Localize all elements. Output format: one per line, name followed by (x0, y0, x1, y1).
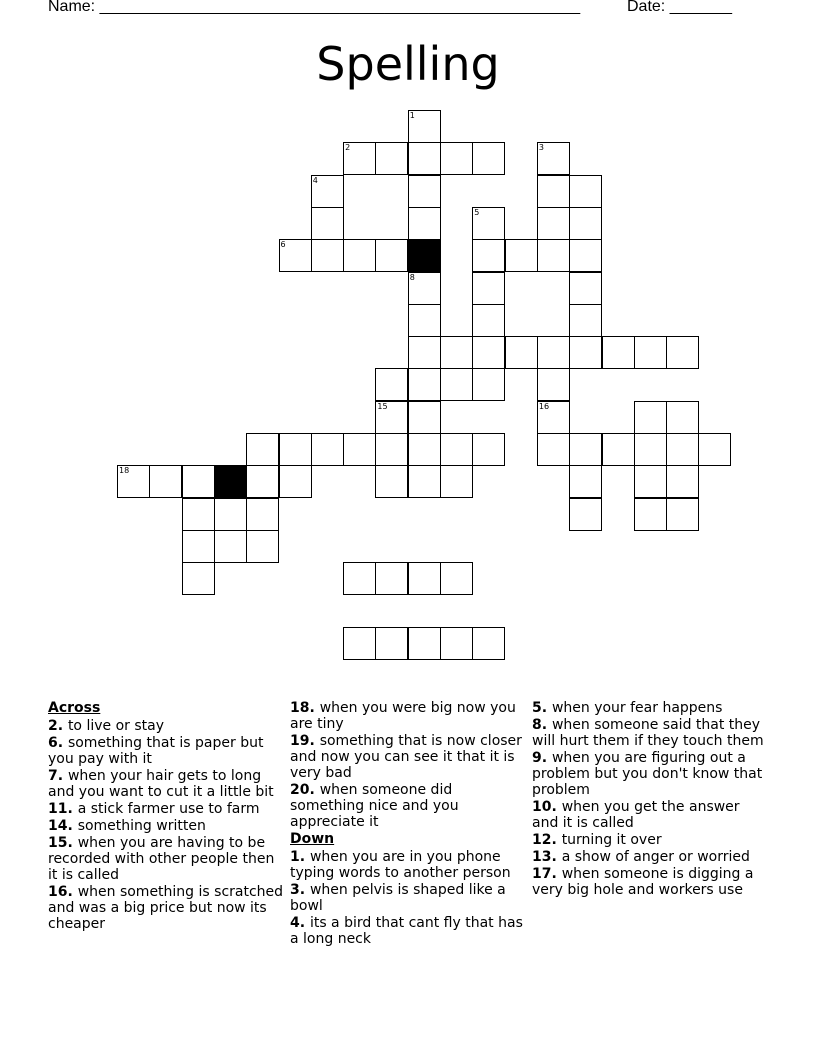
grid-cell[interactable] (537, 207, 570, 240)
clue-item (48, 735, 284, 767)
grid-cell[interactable] (311, 239, 344, 272)
clue-text: when someone is digging a very big hole and workers use (532, 866, 754, 898)
grid-cell[interactable] (634, 433, 667, 466)
clue-item (532, 750, 768, 798)
grid-cell[interactable] (311, 207, 344, 240)
grid-cell[interactable] (279, 239, 312, 272)
clue-item (532, 866, 768, 898)
across-heading: Across (48, 700, 101, 716)
clue-number-label: 20. (290, 782, 320, 798)
clue-text: when someone said that they will hurt them if they touch them (532, 717, 764, 749)
grid-cell[interactable] (343, 142, 376, 175)
grid-cell[interactable] (634, 336, 667, 369)
clue-number: 15 (377, 401, 388, 411)
clue-number-label: 16. (48, 884, 78, 900)
grid-cell[interactable] (537, 175, 570, 208)
grid-cell[interactable] (440, 562, 473, 595)
clue-item (532, 849, 768, 865)
date-field-label[interactable]: Date: _______ (627, 0, 732, 15)
clue-text: when something is scratched and was a big price but now its cheaper (48, 884, 284, 932)
grid-cell[interactable] (214, 530, 247, 563)
grid-cell[interactable] (569, 336, 602, 369)
clue-item (290, 882, 526, 914)
clue-item (532, 832, 768, 848)
grid-cell[interactable] (375, 142, 408, 175)
clue-number-label: 5. (532, 700, 552, 716)
grid-cell[interactable] (408, 175, 441, 208)
clue-number-label: 9. (532, 750, 552, 766)
grid-cell[interactable] (440, 368, 473, 401)
clue-number-label: 13. (532, 849, 562, 865)
clue-item (290, 733, 526, 781)
grid-cell[interactable] (569, 272, 602, 305)
grid-cell[interactable] (375, 239, 408, 272)
grid-cell[interactable] (666, 336, 699, 369)
clue-item (532, 799, 768, 831)
grid-cell[interactable] (182, 465, 215, 498)
grid-cell[interactable] (408, 142, 441, 175)
grid-cell[interactable] (472, 272, 505, 305)
grid-cell[interactable] (246, 530, 279, 563)
grid-cell[interactable] (537, 368, 570, 401)
grid-cell[interactable] (440, 336, 473, 369)
grid-cell[interactable] (408, 465, 441, 498)
grid-cell[interactable] (343, 562, 376, 595)
clue-item (48, 768, 284, 800)
grid-cell[interactable] (472, 433, 505, 466)
grid-cell[interactable] (569, 465, 602, 498)
grid-cell[interactable] (279, 433, 312, 466)
clue-item (290, 849, 526, 881)
grid-cell[interactable] (375, 465, 408, 498)
grid-cell[interactable] (472, 336, 505, 369)
clue-number-label: 14. (48, 818, 78, 834)
grid-cell[interactable] (634, 401, 667, 434)
clue-column-2 (290, 700, 526, 948)
grid-cell[interactable] (182, 562, 215, 595)
grid-cell[interactable] (602, 433, 635, 466)
clue-text: a show of anger or worried (561, 849, 750, 865)
grid-cell[interactable] (472, 142, 505, 175)
clue-item (48, 718, 284, 734)
clue-item (290, 782, 526, 830)
grid-cell[interactable] (246, 465, 279, 498)
clue-number: 4 (312, 175, 318, 185)
grid-cell[interactable] (472, 627, 505, 660)
clue-number-label: 2. (48, 718, 68, 734)
clue-number-label: 3. (290, 882, 310, 898)
grid-cell[interactable] (505, 336, 538, 369)
clue-text: when you get the answer and it is called (532, 799, 740, 831)
clue-column-3 (532, 700, 768, 899)
clue-text: turning it over (561, 832, 662, 848)
grid-cell[interactable] (634, 498, 667, 531)
grid-cell[interactable] (408, 562, 441, 595)
name-field-label[interactable]: Name: ______________________________________________________ (48, 0, 581, 15)
clue-text: to live or stay (67, 718, 164, 734)
grid-cell[interactable] (569, 304, 602, 337)
grid-cell[interactable] (408, 433, 441, 466)
grid-cell[interactable] (537, 433, 570, 466)
clue-number-label: 6. (48, 735, 68, 751)
grid-cell[interactable] (408, 207, 441, 240)
clue-text: when your hair gets to long and you want to cut it a little bit (48, 768, 274, 800)
grid-cell[interactable] (149, 465, 182, 498)
clue-text: something that is now closer and now you can see it that it is very bad (290, 733, 522, 781)
grid-cell[interactable] (182, 498, 215, 531)
grid-cell[interactable] (440, 627, 473, 660)
clue-item (290, 915, 526, 947)
clue-number: 1 (409, 111, 415, 120)
clue-number-label: 11. (48, 801, 78, 817)
grid-cell[interactable] (375, 401, 408, 434)
clue-text: something written (77, 818, 206, 834)
grid-cell[interactable] (311, 433, 344, 466)
clue-number: 5 (474, 207, 480, 217)
clue-number-label: 12. (532, 832, 562, 848)
grid-cell[interactable] (472, 207, 505, 240)
grid-cell[interactable] (440, 465, 473, 498)
grid-cell[interactable] (214, 498, 247, 531)
grid-cell[interactable] (375, 562, 408, 595)
clue-text: when you are having to be recorded with other people then it is called (48, 835, 275, 883)
grid-cell[interactable] (537, 401, 570, 434)
grid-cell[interactable] (311, 175, 344, 208)
clue-item (290, 700, 526, 732)
clue-number-label: 17. (532, 866, 562, 882)
clue-number: 3 (538, 143, 544, 153)
clue-text: when you were big now you are tiny (290, 700, 516, 732)
grid-cell[interactable] (408, 627, 441, 660)
clue-item (532, 700, 768, 716)
grid-cell[interactable] (182, 530, 215, 563)
clue-number: 18 (119, 466, 130, 476)
grid-cell[interactable] (375, 368, 408, 401)
clue-number-label: 10. (532, 799, 562, 815)
grid-cell[interactable] (537, 239, 570, 272)
clue-number-label: 7. (48, 768, 68, 784)
clue-text: something that is paper but you pay with it (48, 735, 264, 767)
grid-cell[interactable] (569, 239, 602, 272)
clue-number-label: 4. (290, 915, 310, 931)
grid-cell[interactable] (375, 627, 408, 660)
grid-cell[interactable] (569, 498, 602, 531)
clue-item (48, 801, 284, 817)
grid-cell[interactable] (472, 368, 505, 401)
clue-number-label: 19. (290, 733, 320, 749)
clue-text: when your fear happens (551, 700, 723, 716)
clue-item (48, 818, 284, 834)
grid-cell[interactable] (634, 465, 667, 498)
grid-cell[interactable] (408, 304, 441, 337)
clue-number: 6 (280, 240, 286, 250)
grid-cell[interactable] (279, 465, 312, 498)
grid-cell[interactable] (440, 142, 473, 175)
black-square (214, 465, 247, 498)
grid-cell[interactable] (666, 498, 699, 531)
clue-number-label: 8. (532, 717, 552, 733)
clue-text: a stick farmer use to farm (77, 801, 260, 817)
grid-cell[interactable] (569, 175, 602, 208)
page-title: Spelling (316, 37, 500, 91)
grid-cell[interactable] (408, 368, 441, 401)
clue-number: 2 (345, 143, 351, 153)
clue-number: 8 (409, 272, 415, 282)
grid-cell[interactable] (343, 433, 376, 466)
grid-cell[interactable] (666, 401, 699, 434)
grid-cell[interactable] (569, 207, 602, 240)
grid-cell[interactable] (666, 433, 699, 466)
grid-cell[interactable] (375, 433, 408, 466)
grid-cell[interactable] (246, 498, 279, 531)
grid-cell[interactable] (505, 239, 538, 272)
grid-cell[interactable] (602, 336, 635, 369)
grid-cell[interactable] (343, 239, 376, 272)
clue-text: when someone did something nice and you appreciate it (290, 782, 459, 830)
grid-cell[interactable] (537, 142, 570, 175)
grid-cell[interactable] (408, 401, 441, 434)
grid-cell[interactable] (246, 433, 279, 466)
clue-number-label: 18. (290, 700, 320, 716)
grid-cell[interactable] (666, 465, 699, 498)
clue-column-1 (48, 700, 284, 933)
clue-text: when you are figuring out a problem but you don't know that problem (532, 750, 763, 798)
black-square (408, 239, 441, 272)
clue-item (532, 717, 768, 749)
grid-cell[interactable] (698, 433, 731, 466)
grid-cell[interactable] (472, 304, 505, 337)
grid-cell[interactable] (408, 272, 441, 305)
clue-text: when pelvis is shaped like a bowl (290, 882, 506, 914)
grid-cell[interactable] (472, 239, 505, 272)
clue-text: when you are in you phone typing words to another person (290, 849, 511, 881)
clue-item (48, 884, 284, 932)
down-heading: Down (290, 831, 335, 847)
grid-cell[interactable] (343, 627, 376, 660)
clue-text: its a bird that cant fly that has a long neck (290, 915, 523, 947)
grid-cell[interactable] (537, 336, 570, 369)
grid-cell[interactable] (408, 336, 441, 369)
grid-cell[interactable] (440, 433, 473, 466)
grid-cell[interactable] (569, 433, 602, 466)
grid-cell[interactable] (117, 465, 150, 498)
clue-item (48, 835, 284, 883)
clue-number-label: 15. (48, 835, 78, 851)
clue-number-label: 1. (290, 849, 310, 865)
clue-number: 16 (538, 401, 550, 411)
grid-cell[interactable] (408, 110, 441, 143)
